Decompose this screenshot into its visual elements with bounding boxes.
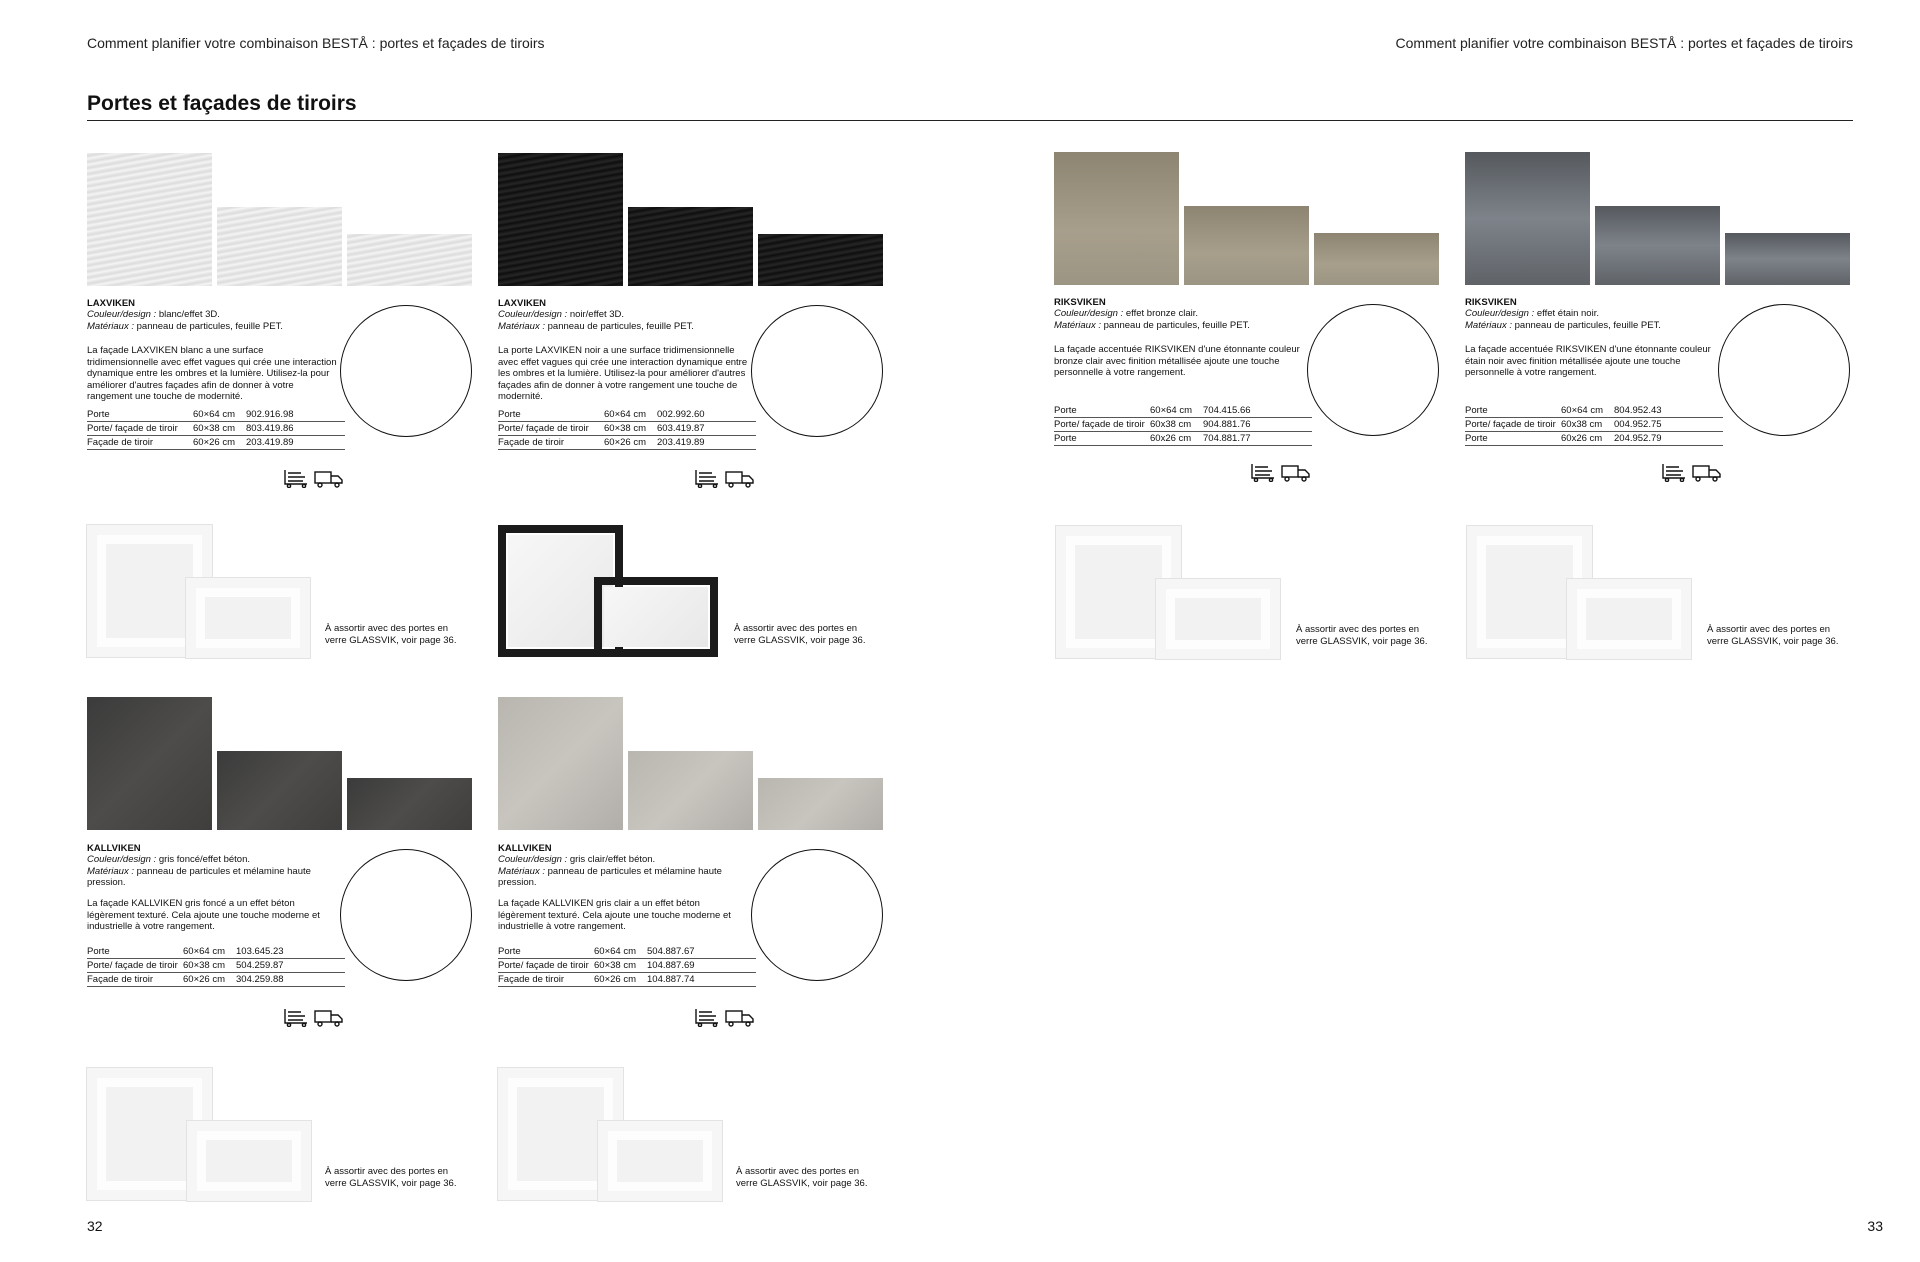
spec-dim: 60×64 cm	[183, 945, 236, 959]
table-row	[498, 945, 756, 959]
glass-note-text: À assortir avec des portes en verre GLASSVIK, voir page 36.	[325, 623, 457, 646]
delivery-icons	[283, 468, 345, 488]
self-service-trolley-icon	[696, 1009, 718, 1027]
material-value: panneau de particules, feuille PET.	[545, 320, 694, 332]
swatch-door	[1465, 152, 1590, 285]
spec-code: 103.645.23	[236, 945, 345, 959]
swatch-door	[1054, 152, 1179, 285]
color-value: blanc/effet 3D.	[156, 309, 220, 320]
delivery-truck-icon	[726, 472, 753, 487]
spec-table	[1465, 404, 1723, 446]
swatch-drawer	[347, 778, 472, 830]
spec-code: 504.887.67	[647, 945, 756, 959]
swatch-drawer	[758, 778, 883, 830]
glass-note-text: À assortir avec des portes en verre GLASSVIK, voir page 36.	[1296, 624, 1428, 647]
spec-label: Façade de tiroir	[498, 436, 604, 450]
spec-label: Porte/ façade de tiroir	[87, 422, 193, 436]
spec-code: 504.259.87	[236, 959, 345, 973]
spec-label: Porte/ façade de tiroir	[1054, 418, 1150, 432]
glass-match-kallviken-dark	[87, 1068, 487, 1208]
title-divider	[87, 120, 1853, 121]
delivery-icons	[694, 468, 756, 488]
spec-table	[498, 408, 756, 450]
glass-note-text: À assortir avec des portes en verre GLASSVIK, voir page 36.	[736, 1166, 868, 1189]
swatch-drawer	[1725, 233, 1850, 285]
glass-note	[1296, 624, 1441, 647]
product-description: La façade LAXVIKEN blanc a une surface tridimensionnelle avec effet vagues qui crée une interaction dynamique entre les ombres et la lumière. Utilisez-la pour améliorer d'autres façades afin de donner à votre rangement une touche de modernité.	[87, 345, 337, 402]
spec-label: Porte/ façade de tiroir	[1465, 418, 1561, 432]
spec-dim: 60×64 cm	[193, 408, 246, 422]
material-label: Matériaux :	[498, 320, 545, 332]
glass-match-kallviken-light	[498, 1068, 898, 1208]
page-title: Portes et façades de tiroirs	[87, 92, 357, 115]
delivery-truck-icon	[315, 472, 342, 487]
color-value: noir/effet 3D.	[567, 309, 625, 320]
material-value: panneau de particules et mélamine haute pression.	[87, 865, 311, 888]
swatch-door	[87, 153, 212, 286]
page-number-right: 33	[1867, 1218, 1883, 1234]
product-meta	[87, 309, 347, 332]
product-meta	[498, 854, 758, 889]
spec-table	[87, 408, 345, 450]
glass-match-laxviken-white	[87, 525, 487, 665]
table-row	[498, 422, 756, 436]
spec-label: Porte	[1054, 432, 1150, 446]
product-name: KALLVIKEN	[87, 843, 141, 854]
spec-dim: 60×64 cm	[1561, 404, 1614, 418]
spec-code: 104.887.74	[647, 973, 756, 987]
color-label: Couleur/design :	[87, 854, 157, 865]
spec-dim: 60x26 cm	[1561, 432, 1614, 446]
spec-code: 803.419.86	[246, 422, 345, 436]
color-label: Couleur/design :	[1465, 308, 1535, 319]
table-row	[498, 959, 756, 973]
material-value: panneau de particules, feuille PET.	[1512, 319, 1661, 331]
detail-zoom-image	[751, 305, 883, 437]
swatch-door	[498, 697, 623, 830]
product-meta	[498, 309, 758, 332]
glass-drawer-image	[186, 578, 310, 658]
swatch-door-drawer	[217, 207, 342, 286]
spec-label: Porte	[498, 945, 594, 959]
spec-code: 704.881.77	[1203, 432, 1312, 446]
table-row	[87, 959, 345, 973]
glass-match-riksviken-bronze	[1056, 526, 1456, 666]
product-meta	[1054, 308, 1314, 331]
material-value: panneau de particules, feuille PET.	[1101, 319, 1250, 331]
detail-zoom-image	[1307, 304, 1439, 436]
swatch-door	[498, 153, 623, 286]
product-description: La façade KALLVIKEN gris foncé a un effet béton légèrement texturé. Cela ajoute une touche moderne et industrielle à votre rangement.	[87, 898, 320, 932]
product-laxviken-white	[87, 153, 487, 493]
glass-drawer-image	[598, 1121, 722, 1201]
product-laxviken-black	[498, 153, 898, 493]
spec-code: 704.415.66	[1203, 404, 1312, 418]
spec-code: 804.952.43	[1614, 404, 1723, 418]
spec-code: 902.916.98	[246, 408, 345, 422]
material-label: Matériaux :	[1054, 319, 1101, 331]
self-service-trolley-icon	[285, 1009, 307, 1027]
swatch-door-drawer	[628, 207, 753, 286]
product-name: LAXVIKEN	[87, 298, 136, 309]
detail-zoom-image	[340, 305, 472, 437]
spec-dim: 60×38 cm	[604, 422, 657, 436]
glass-match-riksviken-tin	[1467, 526, 1867, 666]
table-row	[1465, 404, 1723, 418]
swatch-door-drawer	[1184, 206, 1309, 285]
material-label: Matériaux :	[498, 865, 545, 877]
product-kallviken-dark	[87, 697, 487, 1037]
spec-dim: 60x26 cm	[1150, 432, 1203, 446]
spec-dim: 60×64 cm	[1150, 404, 1203, 418]
detail-zoom-image	[340, 849, 472, 981]
product-riksviken-bronze	[1054, 152, 1454, 492]
detail-zoom-image	[1718, 304, 1850, 436]
spec-code: 204.952.79	[1614, 432, 1723, 446]
product-name: LAXVIKEN	[498, 298, 547, 309]
product-kallviken-light	[498, 697, 898, 1037]
product-meta	[1465, 308, 1725, 331]
delivery-icons	[1250, 462, 1312, 482]
swatch-drawer	[758, 234, 883, 286]
spec-dim: 60×64 cm	[594, 945, 647, 959]
spec-table	[498, 945, 756, 987]
material-value: panneau de particules, feuille PET.	[134, 320, 283, 332]
table-row	[1465, 418, 1723, 432]
spec-dim: 60×26 cm	[183, 973, 236, 987]
table-row	[1054, 432, 1312, 446]
spec-label: Porte	[1054, 404, 1150, 418]
product-riksviken-tin	[1465, 152, 1865, 492]
color-label: Couleur/design :	[1054, 308, 1124, 319]
swatch-door	[87, 697, 212, 830]
table-row	[87, 422, 345, 436]
delivery-icons	[694, 1007, 756, 1027]
table-row	[498, 973, 756, 987]
product-description: La façade KALLVIKEN gris clair a un effet béton légèrement texturé. Cela ajoute une touche moderne et industrielle à votre rangement.	[498, 898, 731, 932]
spec-code: 304.259.88	[236, 973, 345, 987]
self-service-trolley-icon	[1663, 464, 1685, 482]
swatch-door-drawer	[217, 751, 342, 830]
swatch-door-drawer	[628, 751, 753, 830]
swatch-drawer	[347, 234, 472, 286]
glass-note	[734, 623, 879, 646]
material-label: Matériaux :	[87, 320, 134, 332]
spec-label: Porte/ façade de tiroir	[498, 422, 604, 436]
spec-dim: 60×64 cm	[604, 408, 657, 422]
glass-drawer-image	[594, 577, 718, 657]
running-head-left: Comment planifier votre combinaison BESTÅ : portes et façades de tiroirs	[87, 35, 545, 51]
product-meta	[87, 854, 347, 889]
product-description: La porte LAXVIKEN noir a une surface tridimensionnelle avec effet vagues qui crée une interaction dynamique entre les ombres et la lumière. Utilisez-la pour améliorer d'autres façades afin de donner à votre rangement une touche de modernité.	[498, 345, 748, 402]
spec-label: Porte	[1465, 404, 1561, 418]
color-label: Couleur/design :	[498, 854, 568, 865]
spec-dim: 60x38 cm	[1561, 418, 1614, 432]
spec-code: 203.419.89	[246, 436, 345, 450]
table-row	[1054, 418, 1312, 432]
spec-label: Façade de tiroir	[87, 973, 183, 987]
color-label: Couleur/design :	[87, 309, 157, 320]
spec-code: 203.419.89	[657, 436, 756, 450]
spec-dim: 60×26 cm	[604, 436, 657, 450]
delivery-icons	[1661, 462, 1723, 482]
spec-dim: 60×26 cm	[193, 436, 246, 450]
product-description: La façade accentuée RIKSVIKEN d'une étonnante couleur bronze clair avec finition métallisée ajoute une touche personnelle à votre rangement.	[1054, 344, 1300, 378]
spec-label: Façade de tiroir	[498, 973, 594, 987]
self-service-trolley-icon	[696, 470, 718, 488]
glass-note-text: À assortir avec des portes en verre GLASSVIK, voir page 36.	[734, 623, 866, 646]
material-label: Matériaux :	[1465, 319, 1512, 331]
table-row	[87, 945, 345, 959]
delivery-truck-icon	[1282, 466, 1309, 481]
glass-drawer-image	[1567, 579, 1691, 659]
spec-label: Porte/ façade de tiroir	[87, 959, 183, 973]
spec-dim: 60×38 cm	[183, 959, 236, 973]
self-service-trolley-icon	[1252, 464, 1274, 482]
spec-label: Porte	[87, 408, 193, 422]
table-row	[1465, 432, 1723, 446]
glass-note	[1707, 624, 1852, 647]
delivery-truck-icon	[315, 1011, 342, 1026]
spec-table	[87, 945, 345, 987]
product-description: La façade accentuée RIKSVIKEN d'une étonnante couleur étain noir avec finition métallisée ajoute une touche personnelle à votre rangement.	[1465, 344, 1711, 378]
color-value: gris clair/effet béton.	[567, 854, 656, 865]
table-row	[87, 436, 345, 450]
product-name: KALLVIKEN	[498, 843, 552, 854]
table-row	[498, 408, 756, 422]
glass-note-text: À assortir avec des portes en verre GLASSVIK, voir page 36.	[325, 1166, 457, 1189]
spec-code: 603.419.87	[657, 422, 756, 436]
spec-label: Porte	[1465, 432, 1561, 446]
swatch-drawer	[1314, 233, 1439, 285]
product-name: RIKSVIKEN	[1465, 297, 1517, 308]
spec-label: Porte	[498, 408, 604, 422]
glass-match-laxviken-black	[498, 525, 898, 665]
spec-dim: 60x38 cm	[1150, 418, 1203, 432]
spec-label: Porte/ façade de tiroir	[498, 959, 594, 973]
table-row	[87, 408, 345, 422]
material-value: panneau de particules et mélamine haute pression.	[498, 865, 722, 888]
color-value: effet étain noir.	[1534, 308, 1599, 319]
spec-dim: 60×38 cm	[594, 959, 647, 973]
spec-label: Façade de tiroir	[87, 436, 193, 450]
spec-code: 004.952.75	[1614, 418, 1723, 432]
self-service-trolley-icon	[285, 470, 307, 488]
glass-drawer-image	[187, 1121, 311, 1201]
table-row	[87, 973, 345, 987]
table-row	[1054, 404, 1312, 418]
glass-note	[325, 1166, 470, 1189]
glass-note	[325, 623, 470, 646]
product-name: RIKSVIKEN	[1054, 297, 1106, 308]
glass-drawer-image	[1156, 579, 1280, 659]
material-label: Matériaux :	[87, 865, 134, 877]
spec-code: 904.881.76	[1203, 418, 1312, 432]
glass-note-text: À assortir avec des portes en verre GLASSVIK, voir page 36.	[1707, 624, 1839, 647]
spec-label: Porte	[87, 945, 183, 959]
table-row	[498, 436, 756, 450]
spec-dim: 60×38 cm	[193, 422, 246, 436]
color-label: Couleur/design :	[498, 309, 568, 320]
color-value: effet bronze clair.	[1123, 308, 1198, 319]
running-head-right: Comment planifier votre combinaison BESTÅ : portes et façades de tiroirs	[1395, 35, 1853, 51]
spec-code: 002.992.60	[657, 408, 756, 422]
glass-note	[736, 1166, 881, 1189]
detail-zoom-image	[751, 849, 883, 981]
spec-table	[1054, 404, 1312, 446]
delivery-truck-icon	[726, 1011, 753, 1026]
delivery-truck-icon	[1693, 466, 1720, 481]
swatch-door-drawer	[1595, 206, 1720, 285]
spec-code: 104.887.69	[647, 959, 756, 973]
spec-dim: 60×26 cm	[594, 973, 647, 987]
page-number-left: 32	[87, 1218, 103, 1234]
delivery-icons	[283, 1007, 345, 1027]
color-value: gris foncé/effet béton.	[156, 854, 251, 865]
